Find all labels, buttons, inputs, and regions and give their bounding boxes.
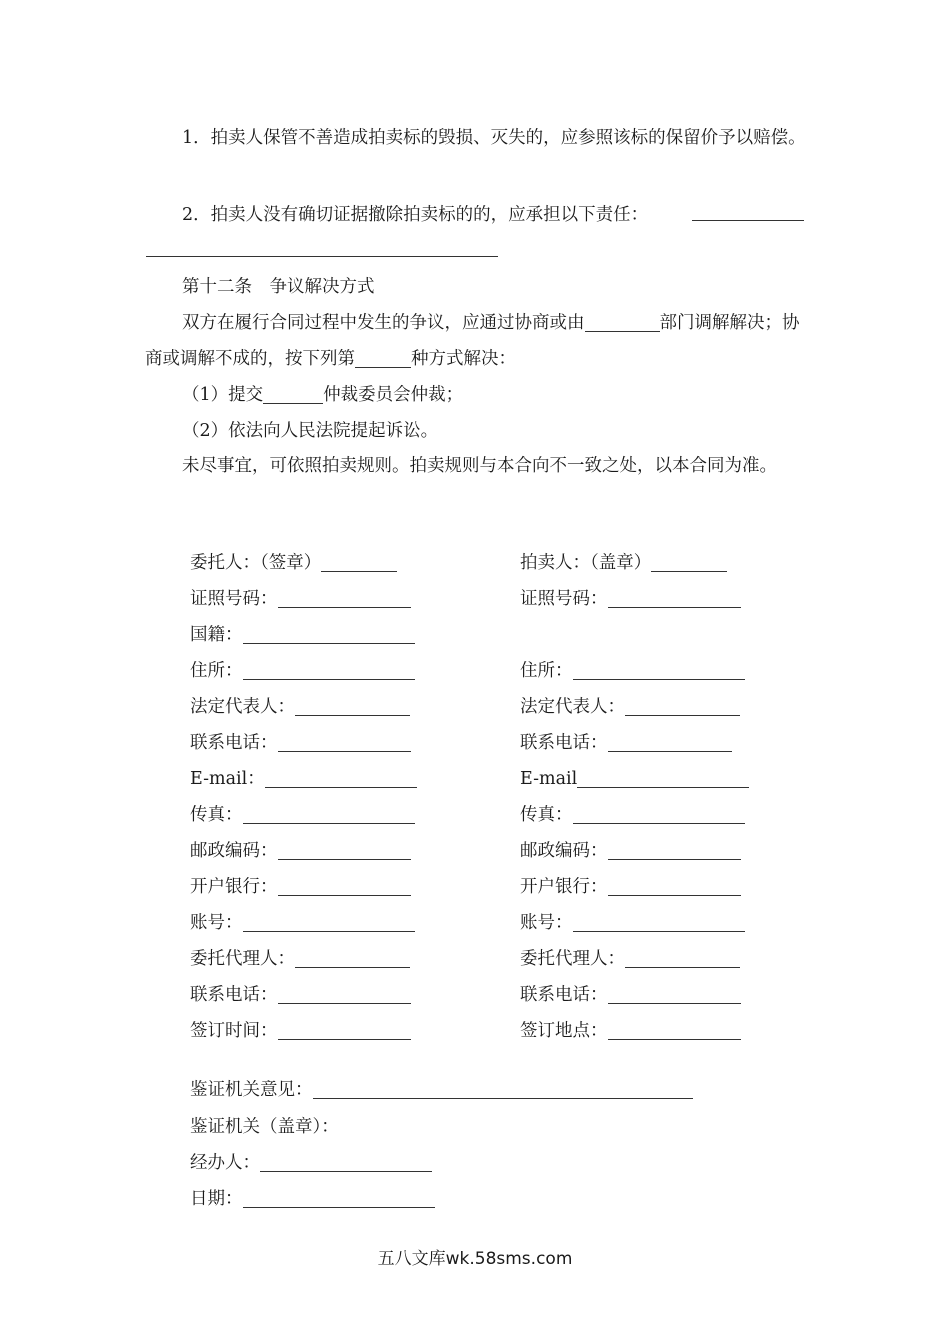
verification-opinion: 鉴证机关意见： [190, 1078, 693, 1102]
left-field: 联系电话： [190, 983, 411, 1007]
closing-paragraph: 未尽事宜，可依照拍卖规则。拍卖规则与本合向不一致之处，以本合同为准。 [182, 456, 777, 476]
left-field: 委托人：（签章） [190, 551, 397, 575]
left-field: 账号： [190, 911, 415, 935]
right-field: 法定代表人： [520, 695, 740, 719]
right-field: 联系电话： [520, 731, 732, 755]
left-field: 住所： [190, 659, 415, 683]
clause-item-2: 2．拍卖人没有确切证据撤除拍卖标的的，应承担以下责任： [182, 205, 649, 225]
left-field: 签订时间： [190, 1019, 411, 1043]
right-field: E-mail [520, 767, 749, 791]
footer-watermark: 五八文库wk.58sms.com [377, 1249, 573, 1269]
article-title: 第十二条 争议解决方式 [182, 277, 375, 297]
option-arbitration: （1）提交 仲裁委员会仲裁； [182, 385, 464, 405]
left-field: 国籍： [190, 623, 415, 647]
right-field: 联系电话： [520, 983, 741, 1007]
right-field: 签订地点： [520, 1019, 741, 1043]
blank-line [692, 220, 804, 221]
right-field: 开户银行： [520, 875, 741, 899]
right-field: 住所： [520, 659, 745, 683]
verification-handler: 经办人： [190, 1151, 432, 1175]
clause-item-1: 1．拍卖人保管不善造成拍卖标的毁损、灭失的，应参照该标的保留价予以赔偿。 [182, 128, 806, 148]
right-field: 邮政编码： [520, 839, 741, 863]
left-field: E-mail： [190, 767, 417, 791]
article-paragraph: 双方在履行合同过程中发生的争议，应通过协商或由 部门调解解决；协商或调解不成的，按下列第 种方式解决： [145, 313, 800, 369]
right-field: 委托代理人： [520, 947, 740, 971]
right-field: 证照号码： [520, 587, 741, 611]
left-field: 委托代理人： [190, 947, 410, 971]
option-litigation: （2）依法向人民法院提起诉讼。 [182, 421, 439, 441]
left-field: 邮政编码： [190, 839, 411, 863]
left-field: 开户银行： [190, 875, 411, 899]
right-field: 传真： [520, 803, 745, 827]
left-field: 传真： [190, 803, 415, 827]
right-field: 拍卖人：（盖章） [520, 551, 727, 575]
verification-date: 日期： [190, 1187, 435, 1211]
verification-seal: 鉴证机关（盖章）： [190, 1117, 339, 1137]
right-field: 账号： [520, 911, 745, 935]
blank-line [146, 256, 498, 257]
left-field: 法定代表人： [190, 695, 410, 719]
left-field: 联系电话： [190, 731, 411, 755]
left-field: 证照号码： [190, 587, 411, 611]
